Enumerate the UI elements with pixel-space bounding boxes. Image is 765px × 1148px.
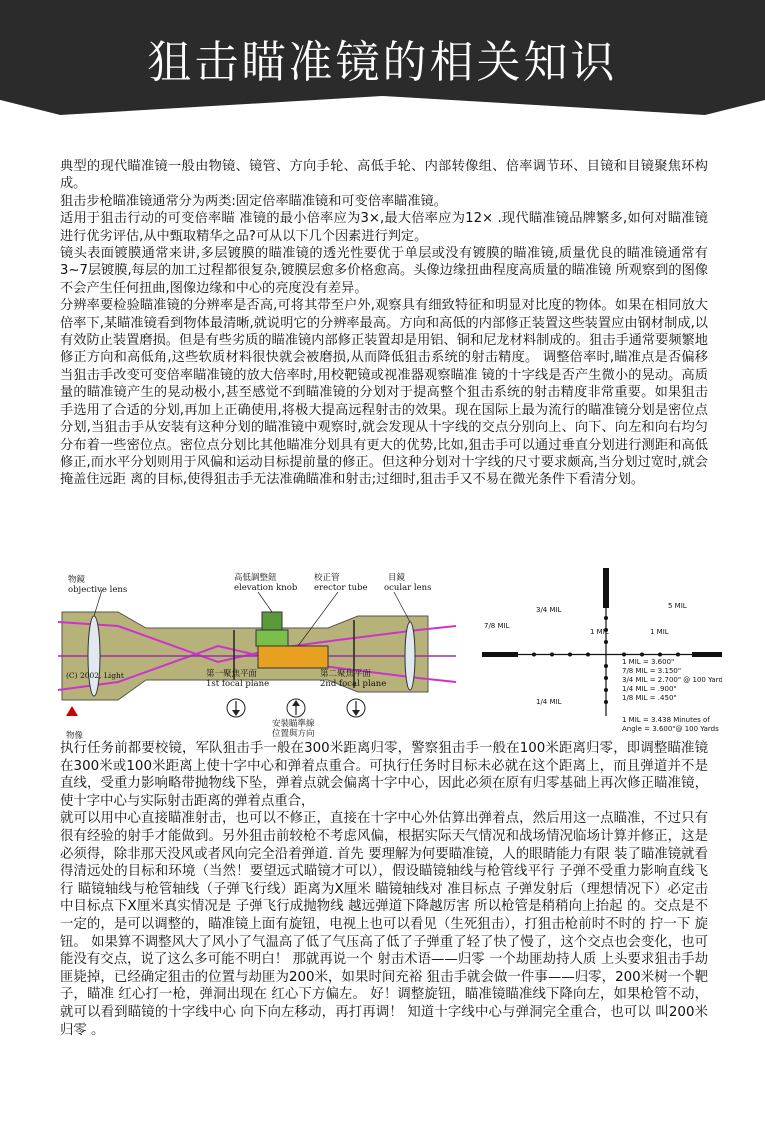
label-elevation-en: elevation knob <box>234 583 298 593</box>
scope-diagram <box>58 570 458 740</box>
objective-lens-shape <box>88 616 100 696</box>
label-three-quarter-mil: 3/4 MIL <box>536 606 562 614</box>
label-focal2-cn: 第二聚焦平面 <box>320 669 372 679</box>
label-one-mil-right: 1 MIL <box>650 628 669 636</box>
label-seven-eighth-mil: 7/8 MIL <box>484 622 510 630</box>
mil-table-row: 1 MIL = 3.600" <box>622 658 675 666</box>
intro-paragraph: 狙击步枪瞄准镜通常分为两类:固定倍率瞄准镜和可变倍率瞄准镜。 <box>60 193 447 209</box>
label-ocular-cn: 目鏡 <box>388 573 406 583</box>
angle-note-line2: Angle = 3.600"@ 100 Yards <box>622 725 719 733</box>
label-mount-cn1: 安裝瞄準線 <box>272 719 315 729</box>
body-paragraph: 就可以用中心直接瞄准射击，也可以不修正，直接在十字中心外估算出弹着点，然后用这一点瞄准，不过只有很有经验的射手才能做到。另外狙击前较枪不考虑风偏，根据实际天气情况和战场情况临场计算并修正，这是必须得，除非那天没风或者风向完全沿着弹道. 首先 要理解为何要瞄准镜，人的眼睛能力有限 装了瞄准镜就看得清远处的目标和环境（当然！要望远式瞄镜才可以），假设瞄镜轴线与枪管线平行 子弹不受重力影响直线飞行 瞄镜轴线与枪管轴线（子弹飞行线）距离为X厘米 瞄镜轴线对 准目标点 子弹发射后（理想情况下）必定击中目标点下X厘米真实情况是 子弹飞行成抛物线 越远弹道下降越厉害 所以枪管是稍稍向上抬起 的。交点是不一定的，是可以调整的，瞄准镜上面有旋钮，电视上也可以看见（生死狙击），打狙击枪前时不时的 拧一下 旋钮。 如果算不调整风大了风小了气温高了低了气压高了低了子弹重了轻了快了慢了，这个交点也会变化，也可能没有交点，说了这么多可能不明白！ 那就再说一个 射击术语——归零 一个劫匪劫持人质 上头要求狙击手劫匪毙掉，已经确定狙击的位置与劫匪为200米，如果时间充裕 狙击手就会做一件事——归零，200米树一个靶子，瞄准 红心打一枪，弹洞出现在 红心下方偏左。 好！调整旋钮，瞄准镜瞄准线下降向左，如果枪管不动，就可以看到瞄镜的十字线中心 向下向左移动，再打再调！ 知道十字线中心与弹洞完全重合，也可以 叫200米归零 。 <box>60 811 708 1038</box>
label-objective-en: objective lens <box>68 585 128 595</box>
label-objective-cn: 物鏡 <box>68 575 86 585</box>
body-paragraph: 执行任务前都要校镜，军队狙击手一般在300米距离归零，警察狙击手一般在100米距离归零，即调整瞄准镜在300米或100米距离上使十字中心和弹着点重合。可执行任务时目标未必就在这个距离上，而且弹道并不是直线，受重力影响略带抛物线下坠，弹着点就会偏离十字中心，因此必须在原有归零基础上再次修正瞄准镜，使十字中心与实际射击距离的弹着点重合， <box>60 741 708 809</box>
inverted-image-icon <box>227 699 245 717</box>
label-five-mil: 5 MIL <box>668 602 687 610</box>
label-ocular-en: ocular lens <box>384 583 432 593</box>
reticle-crosshair <box>482 568 722 716</box>
mil-table-row: 1/8 MIL = .450" <box>622 694 677 702</box>
label-image-cn: 物像 <box>66 731 84 740</box>
label-erector-en: erector tube <box>314 583 368 593</box>
intro-paragraph: 典型的现代瞄准镜一般由物镜、镜管、方向手轮、高低手轮、内部转像组、倍率调节环、目镜和目镜聚焦环构成。 <box>60 159 708 192</box>
label-mount-cn2: 位置與方向 <box>272 729 315 739</box>
angle-note-line1: 1 MIL = 3.438 Minutes of <box>622 716 710 724</box>
copyright-label: (C) 2002, Light <box>66 671 124 680</box>
mil-table-row: 7/8 MIL = 3.150" <box>622 667 682 675</box>
body-text <box>60 740 708 1039</box>
label-elevation-cn: 高低調整鈕 <box>234 573 277 583</box>
label-focal2-en: 2nd focal plane <box>320 679 387 689</box>
intro-paragraph: 适用于狙击行动的可变倍率瞄 准镜的最小倍率应为3×,最大倍率应为12× .现代瞄准镜品牌繁多,如何对瞄准镜进行优劣评估,从中甄取精华之品?可从以下几个因素进行判定。 <box>60 211 708 244</box>
intro-paragraph: 分辨率要检验瞄准镜的分辨率是否高,可将其带至户外,观察具有细致特征和明显对比度的物体。如果在相同放大倍率下,某瞄准镜看到物体最清晰,就说明它的分辨率最高。方向和高低的内部修正装置这些装置应由钢材制成,以有效防止装置磨损。但是有些劣质的瞄准镜内部修正装置却是用铝、铜和尼龙材料制成的。狙击手通常要频繁地修正方向和高低角,这些软质材料很快就会被磨损,从而降低狙击系统的射击精度。 调整倍率时,瞄准点是否偏移当狙击手改变可变倍率瞄准镜的放大倍率时,用校靶镜或视准器观察瞄准 镜的十字线是否产生微小的晃动。高质量的瞄准镜产生的晃动极小,甚至感觉不到瞄准镜的分划对于提高整个狙击系统的射击精度非常重要。如果狙击手选用了合适的分划,再加上正确使用,将极大提高远程射击的效果。现在国际上最为流行的瞄准镜分划是密位点分划,当狙击手从安装有这种分划的瞄准镜中观察时,就会发现从十字线的交点分别向上、向下、向左和向右均匀分布着一些密位点。密位点分划比其他瞄准分划具有更大的优势,比如,狙击手可以通过垂直分划进行测距和高低修正,而水平分划则用于风偏和运动目标提前量的修正。但这种分划对十字线的尺寸要求颇高,当分划过宽时,就会掩盖住远距 离的目标,使得狙击手无法准确瞄准和射击;过细时,狙击手又不易在微光条件下看清分划。 <box>60 298 708 488</box>
label-focal1-en: 1st focal plane <box>206 679 270 689</box>
mil-table-row: 3/4 MIL = 2.700" @ 100 Yards <box>622 676 722 684</box>
label-one-mil-left: 1 MIL <box>590 628 609 636</box>
mount-direction-icon <box>287 699 305 717</box>
ocular-lens-shape <box>405 622 415 690</box>
label-quarter-mil: 1/4 MIL <box>536 698 562 706</box>
upright-image-icon <box>347 699 365 717</box>
label-erector-cn: 校正管 <box>314 573 340 583</box>
erector-tube-shape <box>258 646 328 668</box>
reticle-diagram <box>482 568 722 740</box>
image-arrow-icon <box>66 706 78 716</box>
intro-text <box>60 158 708 489</box>
label-focal1-cn: 第一聚焦平面 <box>206 669 258 679</box>
mil-table-row: 1/4 MIL = .900" <box>622 685 677 693</box>
intro-paragraph: 镜头表面镀膜通常来讲,多层镀膜的瞄准镜的透光性要优于单层或没有镀膜的瞄准镜,质量优良的瞄准镜通常有3~7层镀膜,每层的加工过程都很复杂,镀膜层愈多价格愈高。头像边缘扭曲程度高质量的瞄准镜 所观察到的图像不会产生任何扭曲,图像边缘和中心的亮度没有差异。 <box>60 246 708 296</box>
elevation-knob-shape <box>262 612 282 630</box>
page-title: 狙击瞄准镜的相关知识 <box>147 37 618 88</box>
